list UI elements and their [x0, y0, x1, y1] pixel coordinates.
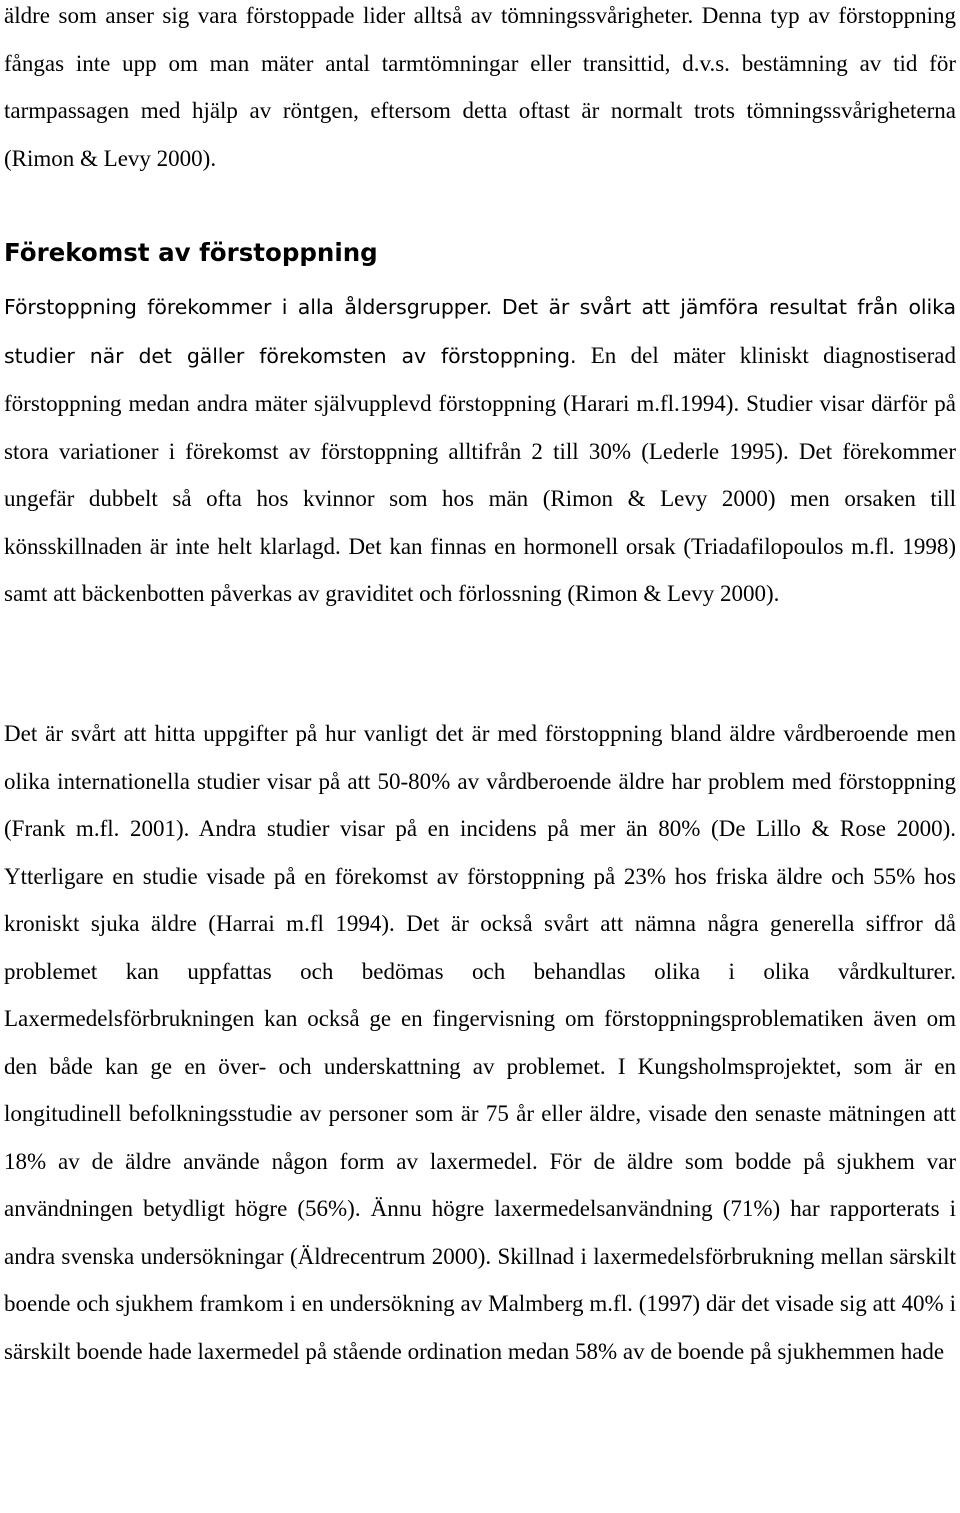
intro-paragraph: äldre som anser sig vara förstoppade lider alltså av tömningssvårigheter. Denna typ av förstoppning fångas inte upp om man mäter antal tarmtömningar eller transittid, d.v.s. bestämning av tid för tarmpassagen med hjälp av röntgen, eftersom detta oftast är normalt trots tömningssvårigheterna (Rimon & Levy 2000).	[4, 3, 956, 171]
section-paragraph-lead-rest: Det är svårt att jämföra resultat från olika studier när det gäller förekomsten av förstoppning.	[4, 295, 956, 368]
section-heading: Förekomst av förstoppning	[4, 238, 378, 267]
section-paragraph-body: En del mäter kliniskt diagnostiserad förstoppning medan andra mäter självupplevd förstoppning (Harari m.fl.1994). Studier visar därför på stora variationer i förekomst av förstoppning alltifrån 2 till 30% (Lederle 1995). Det förekommer ungefär dubbelt så ofta hos kvinnor som hos män (Rimon & Levy 2000) men orsaken till könsskillnaden är inte helt klarlagd. Det kan finnas en hormonell orsak (Triadafilopoulos m.fl. 1998) samt att bäckenbotten påverkas av graviditet och förlossning (Rimon & Levy 2000).	[4, 342, 956, 606]
second-paragraph: Det är svårt att hitta uppgifter på hur vanligt det är med förstoppning bland äldre vårdberoende men olika internationella studier visar på att 50-80% av vårdberoende äldre har problem med förstoppning (Frank m.fl. 2001). Andra studier visar på en incidens på mer än 80% (De Lillo & Rose 2000). Ytterligare en studie visade på en förekomst av förstoppning på 23% hos friska äldre och 55% hos kroniskt sjuka äldre (Harrai m.fl 1994). Det är också svårt att nämna några generella siffror då problemet kan uppfattas och bedömas och behandlas olika i olika vårdkulturer. Laxermedelsförbrukningen kan också ge en fingervisning om förstoppningsproblematiken även om den både kan ge en över- och underskattning av problemet. I Kungsholmsprojektet, som är en longitudinell befolkningsstudie av personer som är 75 år eller äldre, visade den senaste mätningen att 18% av de äldre använde någon form av laxermedel. För de äldre som bodde på sjukhem var användningen betydligt högre (56%). Ännu högre laxermedelsanvändning (71%) har rapporterats i andra svenska undersökningar (Äldrecentrum 2000). Skillnad i laxermedelsförbrukning mellan särskilt boende och sjukhem framkom i en undersökning av Malmberg m.fl. (1997) där det visade sig att 40% i särskilt boende hade laxermedel på stående ordination medan 58% av de boende på sjukhemmen hade	[4, 721, 956, 1364]
section-paragraph	[4, 283, 956, 618]
section-paragraph-lead: Förstoppning förekommer i alla åldersgrupper.	[4, 295, 493, 319]
document-page	[4, 0, 956, 1364]
